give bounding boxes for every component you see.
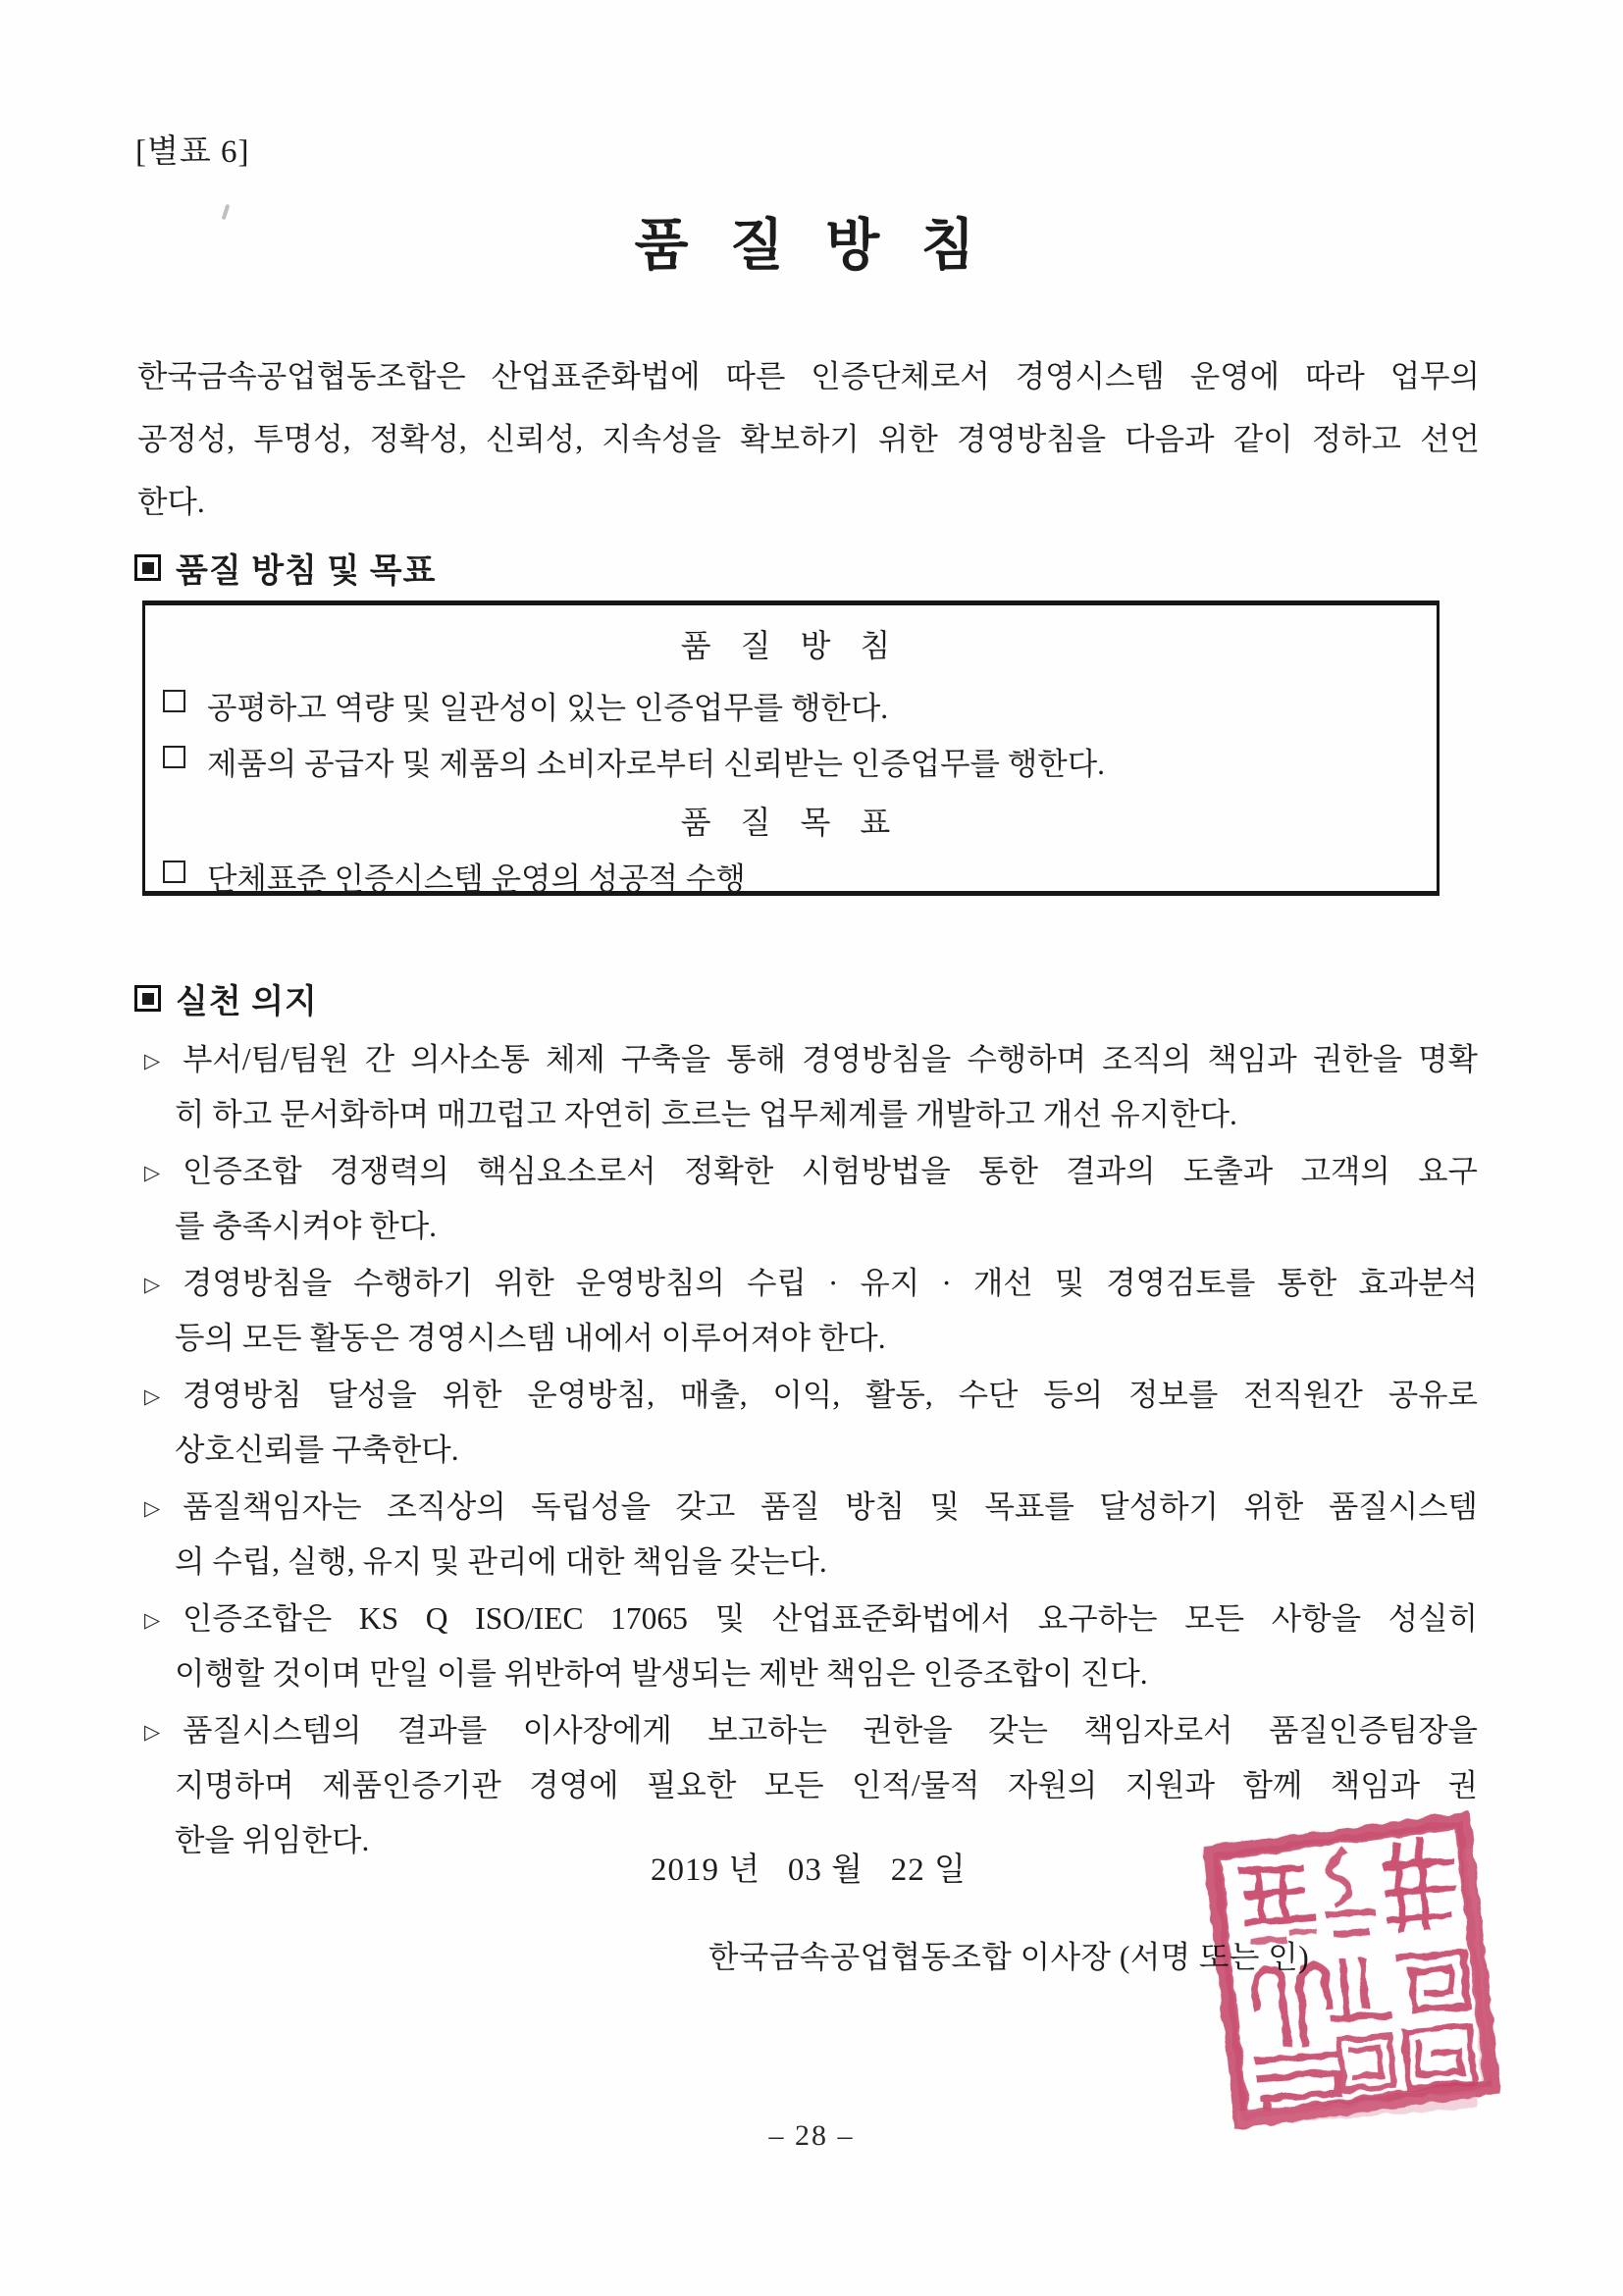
bullet-icon: ▷: [144, 1720, 161, 1744]
bullet-icon: ▷: [144, 1384, 161, 1408]
bullet-line: 부서/팀/팀원 간 의사소통 체제 구축을 통해 경영방침을 수행하며 조직의 책임과 권한을 명확: [183, 1042, 1478, 1076]
bullet-line: 히 하고 문서화하며 매끄럽고 자연히 흐르는 업무체계를 개발하고 개선 유지한다.: [175, 1097, 1237, 1131]
bullet-line: 를 충족시켜야 한다.: [175, 1209, 438, 1243]
intro-line: 한다.: [137, 485, 205, 519]
bullet-line: 경영방침을 수행하기 위한 운영방침의 수립 · 유지 · 개선 및 경영검토를 통한 효과분석: [183, 1266, 1478, 1300]
bullet-line: 지명하며 제품인증기관 경영에 필요한 모든 인적/물적 자원의 지원과 함께 책임과 권: [175, 1768, 1478, 1802]
section-marker-icon: [134, 554, 161, 581]
bullet-line: 인증조합 경쟁력의 핵심요소로서 정확한 시험방법을 통한 결과의 도출과 고객의 요구: [183, 1154, 1478, 1188]
page-title: 품 질 방 침: [634, 215, 989, 277]
section-header-label: 실천 의지: [176, 984, 318, 1020]
bullet-line: 등의 모든 활동은 경영시스템 내에서 이루어져야 한다.: [175, 1321, 886, 1355]
checkbox-icon: [163, 746, 185, 768]
commitment-bullet: [143, 1592, 1478, 1701]
quality-policy-box: [142, 600, 1440, 896]
commitment-bullet: [143, 1480, 1478, 1590]
bullet-icon: ▷: [144, 1608, 161, 1632]
bullet-line: 품질시스템의 결과를 이사장에게 보고하는 권한을 갖는 책임자로서 품질인증팀장을: [183, 1713, 1478, 1748]
goal-box-title: 품 질 목 표: [680, 805, 902, 840]
signer-line: 한국금속공업협동조합 이사장 (서명 또는 인): [708, 1940, 1310, 1974]
bullet-icon: ▷: [144, 1049, 161, 1072]
section-header-commitment: [134, 974, 318, 1022]
policy-item: [163, 684, 1423, 728]
official-seal-stamp: [1195, 1807, 1503, 2135]
policy-item-text: 공평하고 역량 및 일관성이 있는 인증업무를 행한다.: [207, 691, 889, 725]
commitment-list: [143, 1032, 1478, 1870]
bullet-line: 한을 위임한다.: [175, 1823, 370, 1857]
bullet-icon: ▷: [144, 1273, 161, 1296]
page-number: – 28 –: [768, 2119, 855, 2152]
intro-line: 공정성, 투명성, 정확성, 신뢰성, 지속성을 확보하기 위한 경영방침을 다음과 같이 정하고 선언: [137, 422, 1480, 456]
bullet-line: 이행할 것이며 만일 이를 위반하여 발생되는 제반 책임은 인증조합이 진다.: [175, 1656, 1148, 1691]
goal-item: [163, 855, 1423, 899]
policy-box-title: 품 질 방 침: [680, 628, 902, 663]
commitment-bullet: [143, 1144, 1478, 1254]
goal-item-text: 단체표준 인증시스템 운영의 성공적 수행: [207, 861, 746, 896]
policy-item: [163, 740, 1423, 784]
commitment-bullet: [143, 1256, 1478, 1366]
bullet-line: 의 수립, 실행, 유지 및 관리에 대한 책임을 갖는다.: [175, 1544, 827, 1579]
policy-item-text: 제품의 공급자 및 제품의 소비자로부터 신뢰받는 인증업무를 행한다.: [207, 747, 1106, 781]
bullet-line: 인증조합은 KS Q ISO/IEC 17065 및 산업표준화법에서 요구하는 모든 사항을 성실히: [183, 1601, 1478, 1636]
intro-paragraph: [137, 345, 1480, 534]
annex-label: [별표 6]: [135, 134, 250, 170]
commitment-bullet: [143, 1368, 1478, 1478]
signature-date: 2019 년 03 월 22 일: [651, 1852, 967, 1888]
bullet-icon: ▷: [144, 1496, 161, 1520]
checkbox-icon: [163, 690, 185, 712]
checkbox-icon: [163, 861, 185, 883]
section-header-label: 품질 방침 및 목표: [176, 553, 437, 590]
intro-line: 한국금속공업협동조합은 산업표준화법에 따른 인증단체로서 경영시스템 운영에 따라 업무의: [137, 359, 1480, 393]
bullet-line: 경영방침 달성을 위한 운영방침, 매출, 이익, 활동, 수단 등의 정보를 전직원간 공유로: [183, 1378, 1478, 1412]
bullet-line: 품질책임자는 조직상의 독립성을 갖고 품질 방침 및 목표를 달성하기 위한 품질시스템: [183, 1489, 1478, 1524]
bullet-line: 상호신뢰를 구축한다.: [175, 1433, 459, 1467]
section-marker-icon: [134, 985, 161, 1012]
bullet-icon: ▷: [144, 1161, 161, 1184]
section-header-quality-policy-and-goals: [134, 544, 436, 592]
commitment-bullet: [143, 1032, 1478, 1142]
